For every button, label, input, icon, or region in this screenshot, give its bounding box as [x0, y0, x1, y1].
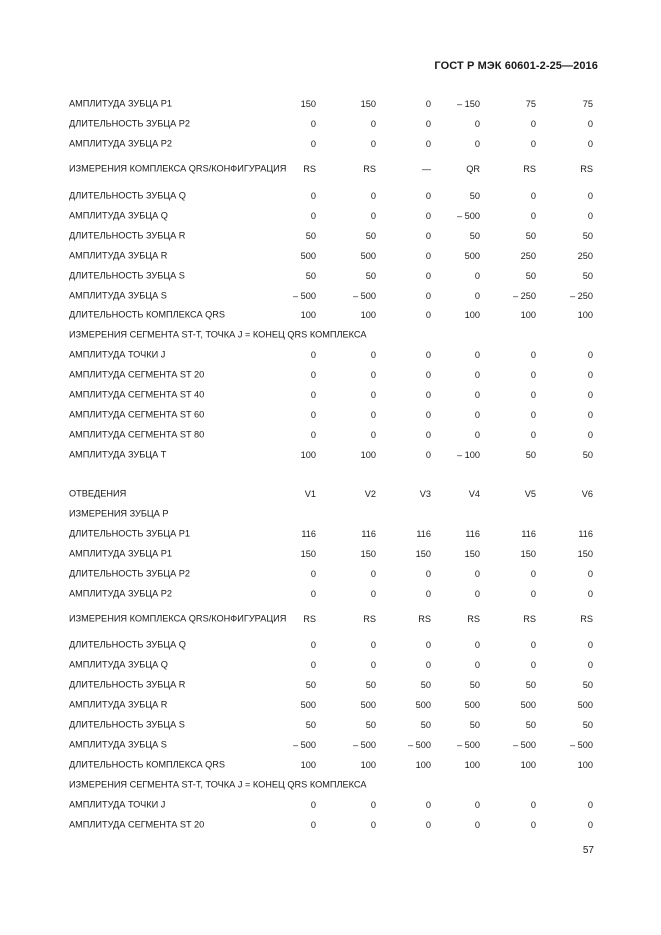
row-label: ДЛИТЕЛЬНОСТЬ КОМПЛЕКСА QRS: [69, 759, 226, 770]
cell-value: RS: [467, 614, 480, 624]
cell-value: 0: [587, 370, 593, 380]
cell-value: 0: [587, 350, 593, 360]
cell-value: 0: [370, 119, 376, 129]
table-row: [0, 715, 661, 735]
cell-value: 116: [301, 529, 316, 539]
table-row: [0, 206, 661, 226]
cell-value: 50: [420, 680, 431, 690]
row-label: АМПЛИТУДА ЗУБЦА Q: [69, 210, 168, 221]
cell-value: 0: [530, 119, 536, 129]
cell-value: 0: [474, 139, 480, 149]
cell-value: 0: [530, 800, 536, 810]
cell-value: 0: [425, 450, 431, 460]
cell-value: 50: [420, 720, 431, 730]
document-header: ГОСТ Р МЭК 60601-2-25—2016: [434, 60, 598, 72]
cell-value: 0: [310, 430, 316, 440]
cell-value: 50: [582, 720, 593, 730]
cell-value: 0: [587, 139, 593, 149]
cell-value: 0: [587, 640, 593, 650]
cell-value: 50: [525, 450, 536, 460]
cell-value: 0: [530, 410, 536, 420]
cell-value: 100: [300, 760, 316, 770]
cell-value: 0: [530, 660, 536, 670]
cell-value: 0: [587, 211, 593, 221]
cell-value: 0: [370, 390, 376, 400]
cell-value: 500: [520, 700, 536, 710]
cell-value: 0: [587, 660, 593, 670]
table-row: [0, 795, 661, 815]
cell-value: 100: [464, 310, 480, 320]
cell-value: 0: [425, 119, 431, 129]
cell-value: 0: [310, 139, 316, 149]
cell-value: 0: [310, 211, 316, 221]
cell-value: – 500: [293, 740, 316, 750]
cell-value: 500: [577, 700, 593, 710]
cell-value: 0: [425, 800, 431, 810]
table-row: [0, 609, 661, 629]
cell-value: 0: [370, 569, 376, 579]
cell-value: 0: [425, 271, 431, 281]
cell-value: – 100: [457, 450, 480, 460]
cell-value: 50: [305, 680, 316, 690]
cell-value: 0: [370, 350, 376, 360]
cell-value: 116: [361, 529, 376, 539]
cell-value: 500: [360, 700, 376, 710]
cell-value: 100: [360, 310, 376, 320]
cell-value: 0: [425, 231, 431, 241]
row-label: ДЛИТЕЛЬНОСТЬ ЗУБЦА R: [69, 679, 186, 690]
row-label: АМПЛИТУДА ЗУБЦА S: [69, 290, 167, 301]
cell-value: 0: [587, 820, 593, 830]
cell-value: V1: [304, 489, 316, 499]
cell-value: 500: [464, 251, 480, 261]
cell-value: 0: [530, 640, 536, 650]
row-label: ДЛИТЕЛЬНОСТЬ ЗУБЦА P2: [69, 118, 190, 129]
row-label: АМПЛИТУДА ЗУБЦА S: [69, 739, 167, 750]
cell-value: 50: [365, 231, 376, 241]
cell-value: 0: [425, 350, 431, 360]
cell-value: 0: [310, 820, 316, 830]
cell-value: 100: [520, 760, 536, 770]
cell-value: 0: [474, 820, 480, 830]
row-label: АМПЛИТУДА СЕГМЕНТА ST 60: [69, 409, 205, 420]
table-row: [0, 655, 661, 675]
cell-value: 500: [360, 251, 376, 261]
cell-value: RS: [303, 164, 316, 174]
cell-value: 0: [474, 569, 480, 579]
row-label: АМПЛИТУДА СЕГМЕНТА ST 80: [69, 429, 205, 440]
cell-value: 0: [370, 139, 376, 149]
row-label: ИЗМЕРЕНИЯ СЕГМЕНТА ST-T, ТОЧКА J = КОНЕЦ QRS КОМПЛЕКСА: [69, 779, 367, 790]
cell-value: 0: [310, 370, 316, 380]
cell-value: 150: [577, 549, 593, 559]
cell-value: – 500: [408, 740, 431, 750]
row-label: ИЗМЕРЕНИЯ СЕГМЕНТА ST-T, ТОЧКА J = КОНЕЦ QRS КОМПЛЕКСА: [69, 329, 367, 340]
row-label: ДЛИТЕЛЬНОСТЬ ЗУБЦА R: [69, 230, 186, 241]
cell-value: 0: [587, 569, 593, 579]
cell-value: 116: [416, 529, 431, 539]
cell-value: 50: [469, 680, 480, 690]
row-label: АМПЛИТУДА ТОЧКИ J: [69, 349, 166, 360]
cell-value: 50: [525, 720, 536, 730]
cell-value: 50: [469, 191, 480, 201]
cell-value: 116: [578, 529, 593, 539]
cell-value: 150: [464, 549, 480, 559]
cell-value: 0: [425, 660, 431, 670]
cell-value: 0: [425, 820, 431, 830]
cell-value: 100: [300, 310, 316, 320]
cell-value: 0: [370, 589, 376, 599]
cell-value: 75: [525, 99, 536, 109]
row-label: ИЗМЕРЕНИЯ ЗУБЦА P: [69, 508, 169, 519]
cell-value: 0: [310, 640, 316, 650]
cell-value: – 500: [570, 740, 593, 750]
cell-value: 50: [582, 680, 593, 690]
cell-value: 500: [300, 700, 316, 710]
cell-value: 0: [370, 660, 376, 670]
cell-value: 150: [360, 99, 376, 109]
cell-value: 50: [525, 680, 536, 690]
cell-value: 0: [474, 589, 480, 599]
cell-value: 0: [425, 390, 431, 400]
row-label: АМПЛИТУДА ТОЧКИ J: [69, 799, 166, 810]
cell-value: 0: [587, 410, 593, 420]
cell-value: 100: [577, 760, 593, 770]
cell-value: 150: [415, 549, 431, 559]
cell-value: 100: [300, 450, 316, 460]
table-row: [0, 445, 661, 465]
cell-value: QR: [466, 164, 480, 174]
cell-value: 0: [530, 820, 536, 830]
cell-value: 100: [415, 760, 431, 770]
table-row: [0, 385, 661, 405]
cell-value: 0: [310, 800, 316, 810]
cell-value: 50: [305, 231, 316, 241]
cell-value: 50: [469, 231, 480, 241]
cell-value: 50: [582, 450, 593, 460]
cell-value: 0: [370, 410, 376, 420]
table-row: [0, 226, 661, 246]
table-row: [0, 325, 661, 345]
table-row: [0, 695, 661, 715]
cell-value: V5: [524, 489, 536, 499]
table-row: [0, 425, 661, 445]
cell-value: RS: [303, 614, 316, 624]
cell-value: 0: [474, 390, 480, 400]
cell-value: – 150: [457, 99, 480, 109]
row-label: ИЗМЕРЕНИЯ КОМПЛЕКСА QRS/КОНФИГУРАЦИЯ: [69, 163, 287, 174]
cell-value: 0: [474, 291, 480, 301]
cell-value: 0: [425, 310, 431, 320]
table-row: [0, 484, 661, 504]
row-label: АМПЛИТУДА ЗУБЦА Q: [69, 659, 168, 670]
cell-value: 0: [530, 390, 536, 400]
cell-value: – 500: [353, 740, 376, 750]
cell-value: 0: [474, 410, 480, 420]
table-row: [0, 564, 661, 584]
row-label: АМПЛИТУДА ЗУБЦА T: [69, 449, 167, 460]
cell-value: 50: [582, 271, 593, 281]
cell-value: 0: [425, 430, 431, 440]
cell-value: 0: [370, 370, 376, 380]
row-label: ДЛИТЕЛЬНОСТЬ ЗУБЦА Q: [69, 190, 186, 201]
cell-value: 0: [587, 800, 593, 810]
cell-value: 0: [530, 370, 536, 380]
cell-value: 100: [360, 450, 376, 460]
cell-value: 0: [370, 430, 376, 440]
cell-value: RS: [363, 164, 376, 174]
cell-value: 50: [365, 680, 376, 690]
cell-value: 0: [474, 430, 480, 440]
cell-value: 75: [582, 99, 593, 109]
cell-value: 50: [365, 271, 376, 281]
cell-value: 116: [465, 529, 480, 539]
cell-value: 50: [305, 271, 316, 281]
row-label: АМПЛИТУДА СЕГМЕНТА ST 20: [69, 819, 205, 830]
cell-value: 0: [425, 370, 431, 380]
cell-value: 0: [370, 820, 376, 830]
cell-value: 0: [425, 251, 431, 261]
cell-value: V2: [364, 489, 376, 499]
cell-value: 50: [582, 231, 593, 241]
table-row: [0, 675, 661, 695]
cell-value: 0: [587, 191, 593, 201]
cell-value: 0: [310, 589, 316, 599]
table-row: [0, 186, 661, 206]
row-label: АМПЛИТУДА ЗУБЦА P2: [69, 138, 172, 149]
table-row: [0, 134, 661, 154]
cell-value: 0: [370, 191, 376, 201]
cell-value: 0: [587, 119, 593, 129]
cell-value: 0: [530, 191, 536, 201]
cell-value: 0: [310, 390, 316, 400]
cell-value: 0: [474, 800, 480, 810]
cell-value: V4: [468, 489, 480, 499]
row-label: АМПЛИТУДА СЕГМЕНТА ST 40: [69, 389, 205, 400]
cell-value: – 500: [513, 740, 536, 750]
cell-value: 0: [425, 211, 431, 221]
cell-value: – 500: [353, 291, 376, 301]
cell-value: V6: [581, 489, 593, 499]
page-number: 57: [582, 845, 594, 856]
cell-value: – 500: [457, 211, 480, 221]
cell-value: 0: [474, 350, 480, 360]
cell-value: 0: [425, 99, 431, 109]
table-row: [0, 246, 661, 266]
cell-value: 0: [310, 191, 316, 201]
table-row: [0, 755, 661, 775]
row-label: АМПЛИТУДА ЗУБЦА R: [69, 250, 168, 261]
cell-value: RS: [580, 614, 593, 624]
cell-value: RS: [523, 614, 536, 624]
table-row: [0, 815, 661, 835]
table-row: [0, 504, 661, 524]
table-row: [0, 114, 661, 134]
cell-value: – 250: [570, 291, 593, 301]
cell-value: 100: [360, 760, 376, 770]
row-label: ДЛИТЕЛЬНОСТЬ ЗУБЦА P2: [69, 568, 190, 579]
table-row: [0, 345, 661, 365]
cell-value: 250: [520, 251, 536, 261]
cell-value: 0: [425, 191, 431, 201]
cell-value: 100: [464, 760, 480, 770]
cell-value: 0: [310, 410, 316, 420]
table-row: [0, 524, 661, 544]
row-label: АМПЛИТУДА ЗУБЦА P1: [69, 548, 172, 559]
cell-value: 0: [530, 211, 536, 221]
cell-value: 50: [525, 271, 536, 281]
cell-value: 0: [370, 640, 376, 650]
cell-value: 0: [425, 410, 431, 420]
cell-value: RS: [418, 614, 431, 624]
cell-value: 50: [305, 720, 316, 730]
cell-value: RS: [363, 614, 376, 624]
table-row: [0, 159, 661, 179]
cell-value: RS: [523, 164, 536, 174]
cell-value: 50: [469, 720, 480, 730]
table-row: [0, 544, 661, 564]
cell-value: 100: [577, 310, 593, 320]
row-label: ДЛИТЕЛЬНОСТЬ ЗУБЦА S: [69, 719, 185, 730]
cell-value: 0: [310, 350, 316, 360]
table-row: [0, 635, 661, 655]
cell-value: 0: [370, 211, 376, 221]
table-row: [0, 94, 661, 114]
cell-value: 0: [474, 271, 480, 281]
cell-value: —: [421, 164, 431, 174]
row-label: ДЛИТЕЛЬНОСТЬ ЗУБЦА P1: [69, 528, 190, 539]
cell-value: – 500: [457, 740, 480, 750]
table-row: [0, 266, 661, 286]
cell-value: 0: [310, 119, 316, 129]
cell-value: 0: [310, 569, 316, 579]
cell-value: – 250: [513, 291, 536, 301]
cell-value: 0: [587, 430, 593, 440]
cell-value: 250: [577, 251, 593, 261]
row-label: АМПЛИТУДА ЗУБЦА R: [69, 699, 168, 710]
cell-value: 0: [530, 589, 536, 599]
table-row: [0, 584, 661, 604]
row-label: ИЗМЕРЕНИЯ КОМПЛЕКСА QRS/КОНФИГУРАЦИЯ: [69, 613, 287, 624]
table-row: [0, 735, 661, 755]
cell-value: 500: [300, 251, 316, 261]
cell-value: 116: [521, 529, 536, 539]
cell-value: 150: [300, 99, 316, 109]
cell-value: 0: [530, 350, 536, 360]
cell-value: 500: [464, 700, 480, 710]
row-label: АМПЛИТУДА ЗУБЦА P2: [69, 588, 172, 599]
row-label: ОТВЕДЕНИЯ: [69, 488, 127, 499]
row-label: ДЛИТЕЛЬНОСТЬ ЗУБЦА Q: [69, 639, 186, 650]
cell-value: 0: [425, 640, 431, 650]
cell-value: 0: [587, 589, 593, 599]
cell-value: 0: [425, 569, 431, 579]
cell-value: 0: [310, 660, 316, 670]
table-row: [0, 405, 661, 425]
cell-value: 150: [520, 549, 536, 559]
cell-value: 0: [474, 119, 480, 129]
cell-value: 0: [425, 589, 431, 599]
cell-value: RS: [580, 164, 593, 174]
cell-value: 0: [370, 800, 376, 810]
row-label: АМПЛИТУДА СЕГМЕНТА ST 20: [69, 369, 205, 380]
cell-value: 0: [425, 139, 431, 149]
table-row: [0, 775, 661, 795]
row-label: ДЛИТЕЛЬНОСТЬ КОМПЛЕКСА QRS: [69, 309, 226, 320]
cell-value: 0: [474, 370, 480, 380]
cell-value: V3: [419, 489, 431, 499]
cell-value: 0: [425, 291, 431, 301]
cell-value: 150: [360, 549, 376, 559]
cell-value: 50: [365, 720, 376, 730]
table-row: [0, 365, 661, 385]
cell-value: 500: [415, 700, 431, 710]
cell-value: 0: [587, 390, 593, 400]
table-row: [0, 286, 661, 306]
cell-value: 50: [525, 231, 536, 241]
cell-value: – 500: [293, 291, 316, 301]
cell-value: 150: [300, 549, 316, 559]
cell-value: 0: [474, 660, 480, 670]
cell-value: 0: [530, 569, 536, 579]
cell-value: 0: [530, 430, 536, 440]
row-label: АМПЛИТУДА ЗУБЦА P1: [69, 98, 172, 109]
cell-value: 0: [474, 640, 480, 650]
table-row: [0, 305, 661, 325]
row-label: ДЛИТЕЛЬНОСТЬ ЗУБЦА S: [69, 270, 185, 281]
cell-value: 100: [520, 310, 536, 320]
cell-value: 0: [530, 139, 536, 149]
